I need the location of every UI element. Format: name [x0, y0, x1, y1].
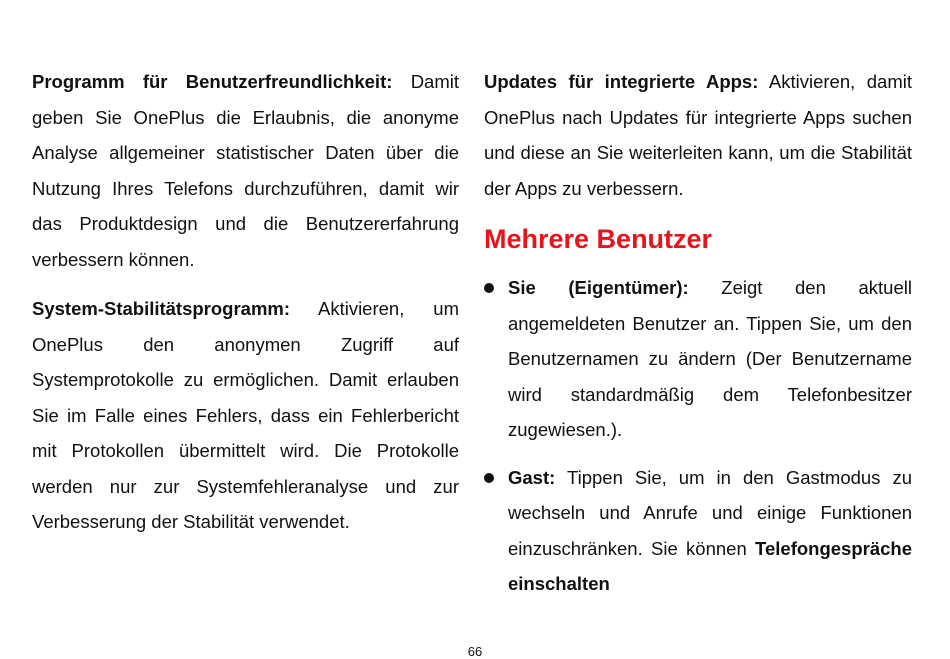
app-updates-paragraph [484, 64, 912, 206]
stability-program-term: System-Stabilitätsprogramm: [32, 298, 291, 319]
list-item [484, 270, 912, 448]
stability-program-paragraph [32, 291, 459, 540]
list-item [484, 460, 912, 602]
right-column [484, 64, 912, 614]
bullet-icon [484, 473, 494, 483]
page-number: 66 [467, 644, 483, 659]
app-updates-text: Aktivieren, damit OnePlus nach Updates für integrierte Apps suchen und diese an Sie weiterleiten kann, um die Stabilität der Apps zu verbessern. [484, 71, 913, 199]
section-heading: Mehrere Benutzer [484, 224, 713, 254]
guest-tail-bold: Telefongespräche einschalten [508, 537, 912, 594]
guest-term: Gast: [508, 466, 556, 488]
usability-program-text: Damit geben Sie OnePlus die Erlaubnis, die anonyme Analyse allgemeiner statistischer Daten über die Nutzung Ihres Telefons durchzuführen, damit wir das Produktdesign und die Benutzererfahrung verbessern können. [32, 71, 459, 270]
owner-term: Sie (Eigentümer): [508, 277, 689, 298]
stability-program-text: Aktivieren, um OnePlus den anonymen Zugriff auf Systemprotokolle zu ermöglichen. Damit erlauben Sie im Falle eines Fehlers, dass ein Fehlerbericht mit Protokollen übermittelt wird. Die Protokolle werden nur zur Systemfehleranalyse und zur Verbesserung der Stabilität verwendet. [32, 298, 459, 532]
users-bullet-list [484, 270, 912, 602]
bullet-icon [484, 283, 494, 293]
guest-paragraph [508, 460, 912, 602]
owner-text: Zeigt den aktuell angemeldeten Benutzer an. Tippen Sie, um den Benutzernamen zu ändern (Der Benutzername wird standardmäßig dem Telefonbesitzer zugewiesen.). [508, 277, 912, 440]
usability-program-paragraph [32, 64, 459, 277]
owner-paragraph [508, 270, 912, 448]
app-updates-term: Updates für integrierte Apps: [484, 71, 759, 92]
left-column [32, 64, 459, 540]
usability-program-term: Programm für Benutzerfreundlichkeit: [32, 71, 393, 92]
guest-text: Tippen Sie, um in den Gastmodus zu wechseln und Anrufe und einige Funktionen einzuschränken. Sie können [508, 466, 912, 559]
